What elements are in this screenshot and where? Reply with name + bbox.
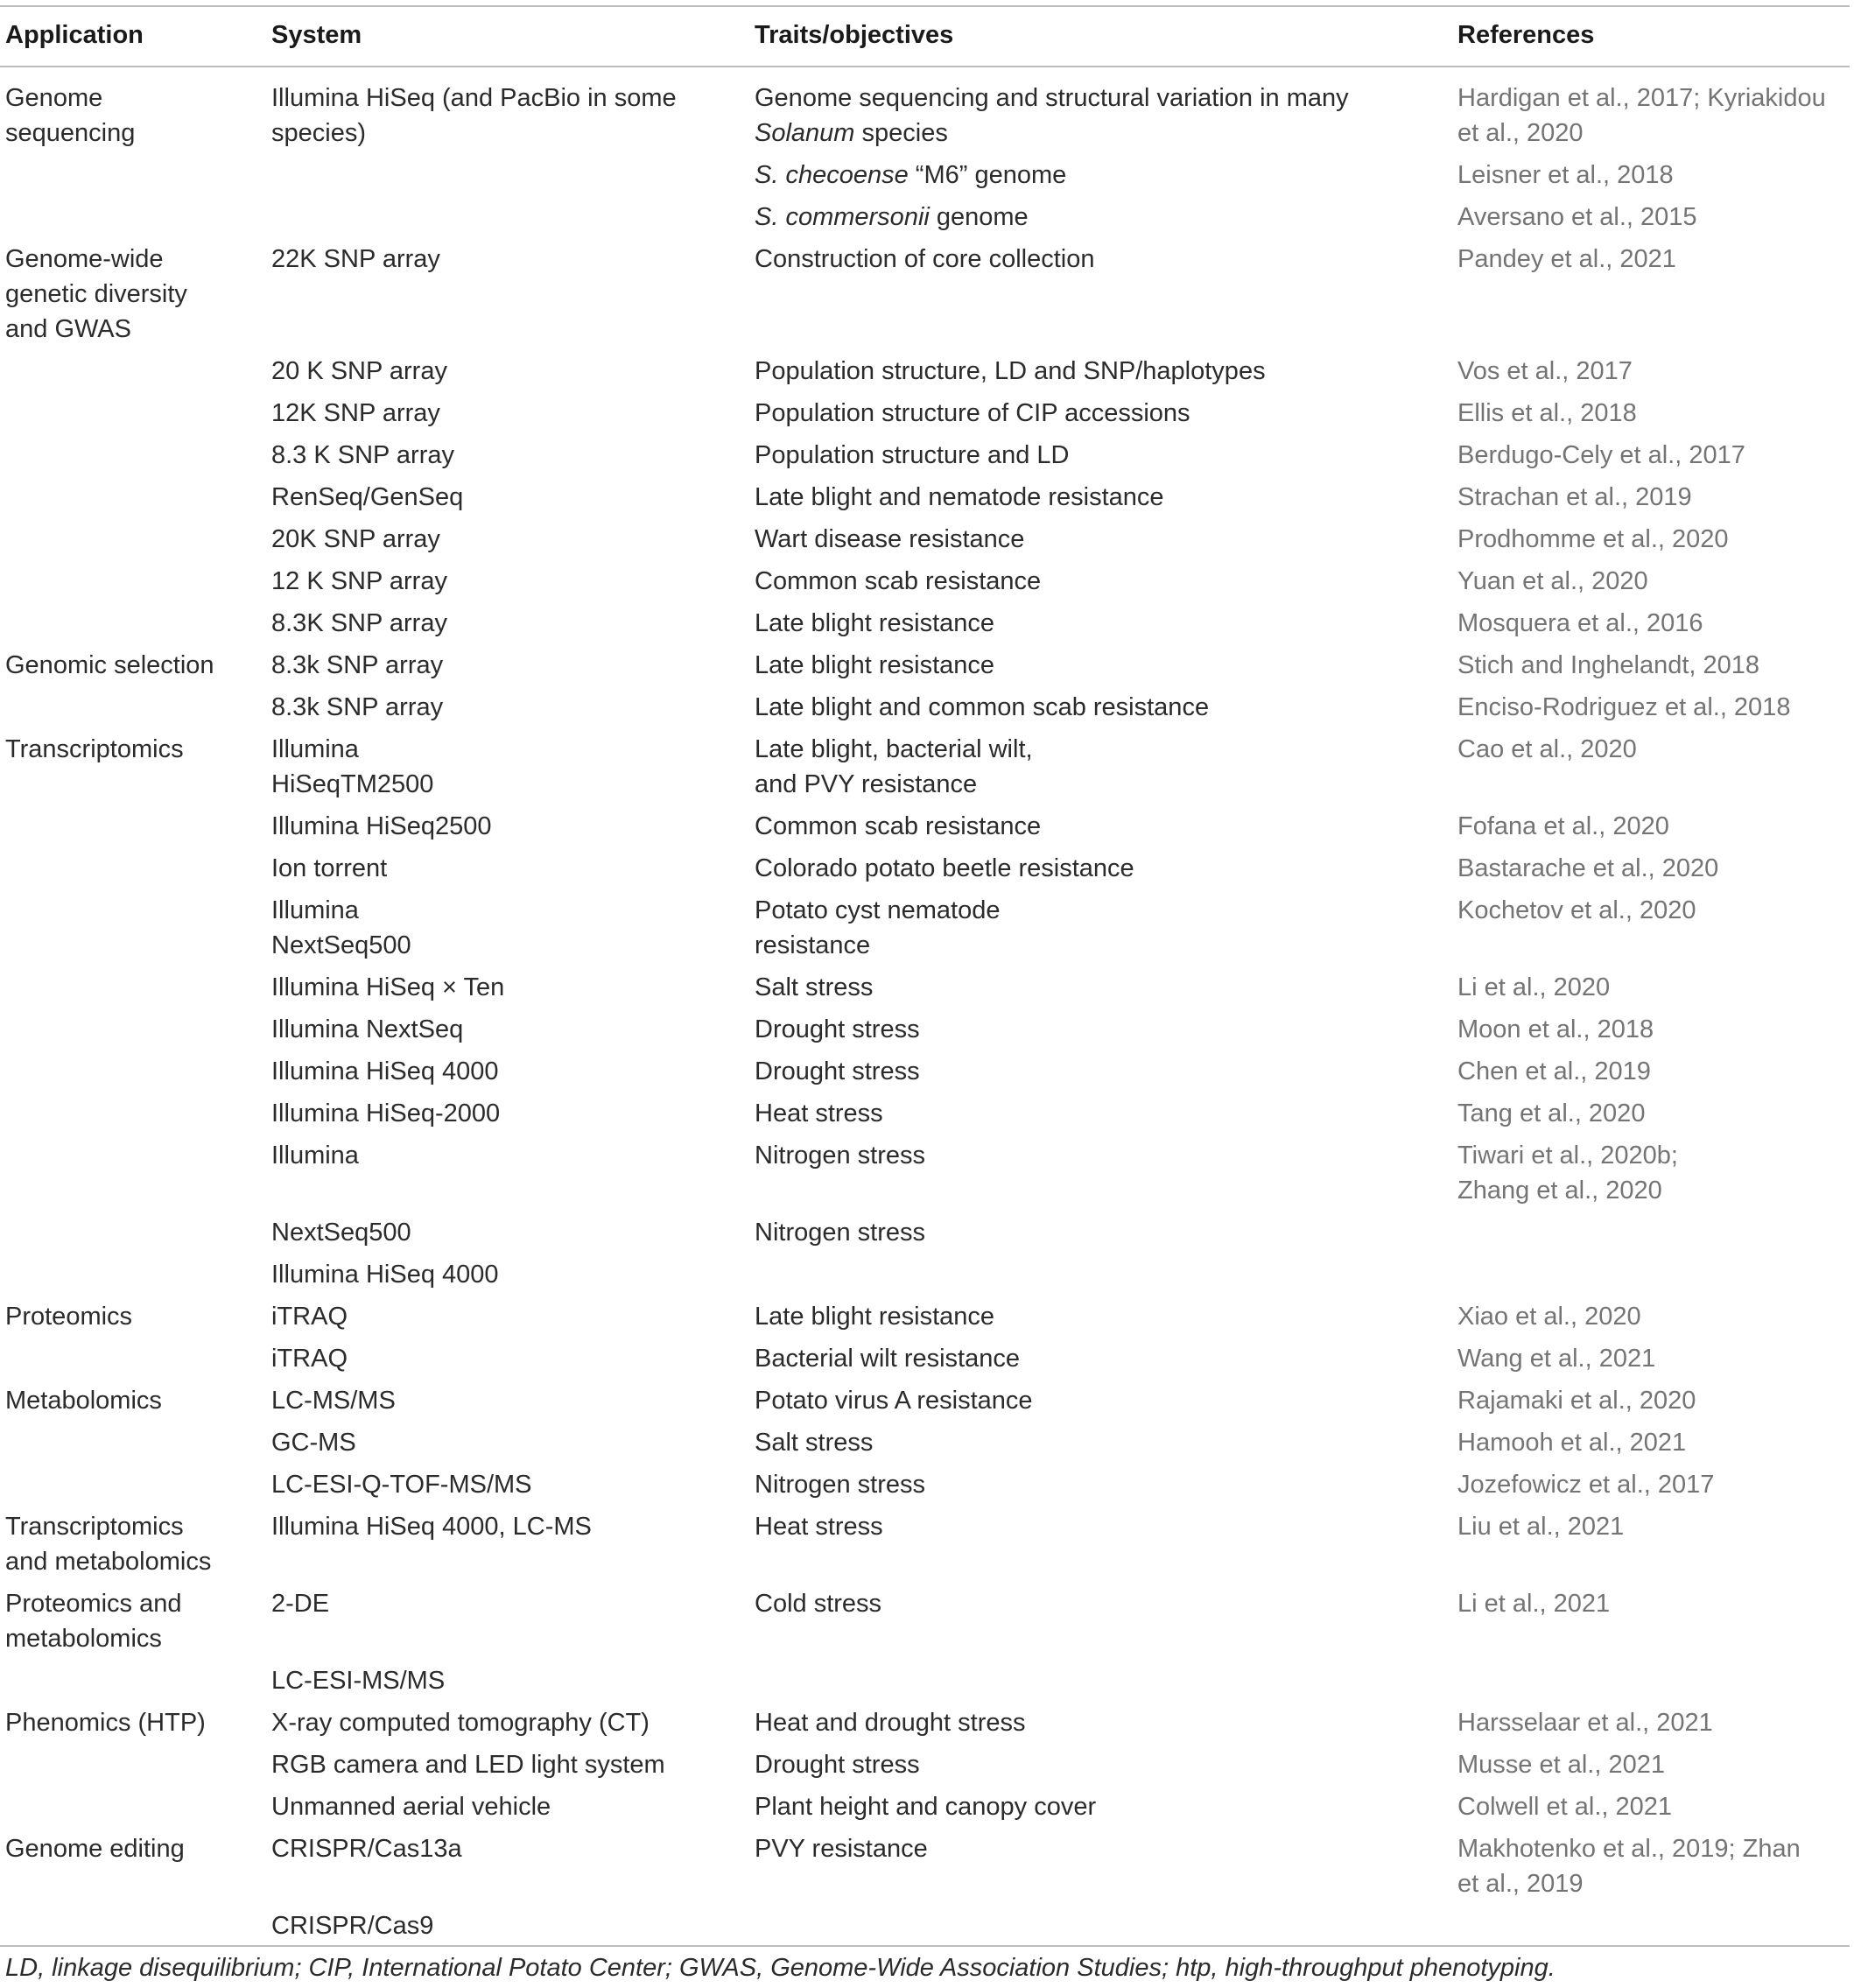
cell-traits-line: Common scab resistance (755, 567, 1042, 595)
cell-traits-line: Bacterial wilt resistance (755, 1345, 1020, 1373)
cell-traits-line: Nitrogen stress (755, 1142, 926, 1170)
cell-system-line: 20K SNP array (271, 525, 440, 553)
cell-traits-line: Heat and drought stress (755, 1709, 1026, 1737)
cell-system-line: LC-ESI-Q-TOF-MS/MS (271, 1471, 532, 1499)
cell-references-line: Mosquera et al., 2016 (1457, 609, 1703, 637)
cell-references-line: Ellis et al., 2018 (1457, 399, 1637, 427)
cell-references-line: Prodhomme et al., 2020 (1457, 525, 1729, 553)
cell-traits-line: Nitrogen stress (755, 1471, 926, 1499)
cell-application-line: and metabolomics (5, 1548, 212, 1576)
header-references: References (1457, 21, 1595, 49)
cell-references-line: Tang et al., 2020 (1457, 1099, 1646, 1127)
cell-traits-line: Late blight resistance (755, 651, 995, 679)
cell-references-line: Wang et al., 2021 (1457, 1345, 1656, 1373)
cell-traits-line: Common scab resistance (755, 812, 1042, 840)
cell-traits-line: Colorado potato beetle resistance (755, 854, 1134, 882)
cell-references-line: Harsselaar et al., 2021 (1457, 1709, 1713, 1737)
cell-system-line: Illumina HiSeq 4000 (271, 1057, 499, 1085)
cell-system-line: 8.3K SNP array (271, 609, 447, 637)
cell-system-line: Illumina HiSeq 4000, LC-MS (271, 1513, 592, 1541)
cell-traits-line: Drought stress (755, 1057, 920, 1085)
cell-application-line: Genome (5, 84, 103, 112)
cell-system-line: 20 K SNP array (271, 357, 447, 385)
cell-system-line: NextSeq500 (271, 1219, 411, 1247)
cell-traits-line: Late blight and common scab resistance (755, 693, 1210, 721)
cell-system-line: iTRAQ (271, 1345, 348, 1373)
cell-traits-line: Population structure and LD (755, 441, 1070, 469)
cell-references-line: Colwell et al., 2021 (1457, 1793, 1673, 1821)
cell-traits-line: Potato virus A resistance (755, 1387, 1033, 1415)
cell-traits-line: Late blight, bacterial wilt, (755, 735, 1033, 763)
table-footnote: LD, linkage disequilibrium; CIP, International Potato Center; GWAS, Genome-Wide Association Studies; htp, high-throughput phenotyping. (5, 1954, 1556, 1982)
cell-references-line: Li et al., 2021 (1457, 1590, 1611, 1618)
cell-system-line: GC-MS (271, 1429, 356, 1457)
cell-references-line: Strachan et al., 2019 (1457, 483, 1692, 511)
cell-traits-line: Potato cyst nematode (755, 896, 1001, 924)
cell-traits-line: PVY resistance (755, 1835, 928, 1863)
cell-traits-line: Population structure of CIP accessions (755, 399, 1190, 427)
cell-traits-line: Late blight resistance (755, 609, 995, 637)
cell-system-line: Illumina (271, 896, 359, 924)
cell-system-line: CRISPR/Cas13a (271, 1835, 462, 1863)
cell-system-line: Unmanned aerial vehicle (271, 1793, 551, 1821)
cell-traits-line: Wart disease resistance (755, 525, 1025, 553)
italic-species-name: S. checoense (755, 161, 909, 189)
cell-system-line: species) (271, 119, 366, 147)
cell-references-line: Musse et al., 2021 (1457, 1751, 1665, 1779)
cell-system-line: Illumina HiSeq-2000 (271, 1099, 501, 1127)
cell-traits-line: Heat stress (755, 1513, 883, 1541)
cell-system-line: 22K SNP array (271, 245, 440, 273)
cell-references-line: Rajamaki et al., 2020 (1457, 1387, 1696, 1415)
cell-references-line: Kochetov et al., 2020 (1457, 896, 1696, 924)
cell-system-line: Illumina (271, 735, 359, 763)
cell-application-line: Transcriptomics (5, 1513, 184, 1541)
cell-system-line: X-ray computed tomography (CT) (271, 1709, 650, 1737)
cell-application-line: and GWAS (5, 315, 131, 343)
cell-traits-line: Plant height and canopy cover (755, 1793, 1097, 1821)
cell-traits-line: Salt stress (755, 1429, 874, 1457)
cell-references-line: Berdugo-Cely et al., 2017 (1457, 441, 1745, 469)
cell-application-line: Proteomics (5, 1303, 133, 1331)
cell-references-line: Fofana et al., 2020 (1457, 812, 1669, 840)
cell-system-line: Illumina NextSeq (271, 1015, 464, 1043)
cell-references-line: Liu et al., 2021 (1457, 1513, 1625, 1541)
cell-system-line: Illumina (271, 1142, 359, 1170)
cell-system-line: 2-DE (271, 1590, 330, 1618)
cell-text-part: species (854, 119, 948, 147)
italic-species-name: S. commersonii (755, 203, 930, 231)
cell-references-line: Makhotenko et al., 2019; Zhan (1457, 1835, 1801, 1863)
cell-references-line: Leisner et al., 2018 (1457, 161, 1674, 189)
cell-references-line: Hamooh et al., 2021 (1457, 1429, 1687, 1457)
header-application: Application (5, 21, 144, 49)
cell-references-line: Chen et al., 2019 (1457, 1057, 1651, 1085)
cell-application-line: sequencing (5, 119, 136, 147)
cell-system-line: Illumina HiSeq (and PacBio in some (271, 84, 677, 112)
cell-system-line: 8.3k SNP array (271, 651, 444, 679)
cell-references-line: Hardigan et al., 2017; Kyriakidou (1457, 84, 1826, 112)
cell-traits-line (755, 116, 948, 151)
cell-system-line: RenSeq/GenSeq (271, 483, 464, 511)
cell-system-line: 8.3k SNP array (271, 693, 444, 721)
cell-traits-line (755, 200, 1029, 235)
cell-references-line: Cao et al., 2020 (1457, 735, 1637, 763)
cell-references-line: Pandey et al., 2021 (1457, 245, 1676, 273)
cell-system-line: RGB camera and LED light system (271, 1751, 665, 1779)
cell-system-line: Illumina HiSeq × Ten (271, 973, 505, 1001)
italic-species-name: Solanum (755, 119, 855, 147)
cell-references-line: Enciso-Rodriguez et al., 2018 (1457, 693, 1791, 721)
header-rule (0, 66, 1850, 67)
cell-application-line: Phenomics (HTP) (5, 1709, 206, 1737)
cell-application-line: Genomic selection (5, 651, 214, 679)
cell-application-line: genetic diversity (5, 280, 187, 308)
cell-application-line: metabolomics (5, 1625, 162, 1653)
cell-traits-line: Drought stress (755, 1751, 920, 1779)
header-system: System (271, 21, 362, 49)
cell-system-line: NextSeq500 (271, 931, 411, 959)
cell-references-line: Xiao et al., 2020 (1457, 1303, 1641, 1331)
cell-system-line: HiSeqTM2500 (271, 770, 434, 798)
cell-references-line: Stich and Inghelandt, 2018 (1457, 651, 1760, 679)
cell-application-line: Genome-wide (5, 245, 164, 273)
cell-references-line: Zhang et al., 2020 (1457, 1177, 1662, 1205)
cell-traits-line: Heat stress (755, 1099, 883, 1127)
cell-traits-line: and PVY resistance (755, 770, 978, 798)
cell-application-line: Genome editing (5, 1835, 185, 1863)
cell-system-line: 12 K SNP array (271, 567, 447, 595)
cell-traits-line: Cold stress (755, 1590, 882, 1618)
cell-system-line: LC-MS/MS (271, 1387, 396, 1415)
cell-system-line: Ion torrent (271, 854, 388, 882)
cell-application-line: Metabolomics (5, 1387, 162, 1415)
cell-system-line: 12K SNP array (271, 399, 440, 427)
cell-traits-line: Late blight resistance (755, 1303, 995, 1331)
cell-references-line: et al., 2019 (1457, 1870, 1584, 1898)
cell-application-line: Transcriptomics (5, 735, 184, 763)
cell-traits-line: Nitrogen stress (755, 1219, 926, 1247)
cell-references-line: Jozefowicz et al., 2017 (1457, 1471, 1715, 1499)
cell-references-line: Yuan et al., 2020 (1457, 567, 1648, 595)
cell-traits-line: Late blight and nematode resistance (755, 483, 1164, 511)
header-traits: Traits/objectives (755, 21, 954, 49)
cell-traits-line: Salt stress (755, 973, 874, 1001)
table-top-rule (0, 5, 1850, 7)
cell-references-line: Tiwari et al., 2020b; (1457, 1142, 1678, 1170)
cell-text-part: genome (929, 203, 1029, 231)
cell-references-line: et al., 2020 (1457, 119, 1584, 147)
cell-traits-line: Population structure, LD and SNP/haplotypes (755, 357, 1266, 385)
cell-system-line: 8.3 K SNP array (271, 441, 455, 469)
cell-system-line: LC-ESI-MS/MS (271, 1667, 446, 1695)
cell-system-line: iTRAQ (271, 1303, 348, 1331)
cell-references-line: Moon et al., 2018 (1457, 1015, 1654, 1043)
table-bottom-rule (0, 1945, 1850, 1947)
cell-traits-line: Construction of core collection (755, 245, 1095, 273)
cell-system-line: Illumina HiSeq2500 (271, 812, 492, 840)
cell-references-line: Aversano et al., 2015 (1457, 203, 1697, 231)
cell-text-part: “M6” genome (908, 161, 1067, 189)
cell-system-line: Illumina HiSeq 4000 (271, 1261, 499, 1289)
cell-references-line: Li et al., 2020 (1457, 973, 1611, 1001)
cell-application-line: Proteomics and (5, 1590, 182, 1618)
cell-traits-line: Drought stress (755, 1015, 920, 1043)
cell-traits-line: Genome sequencing and structural variation in many (755, 84, 1349, 112)
cell-traits-line (755, 158, 1066, 193)
cell-references-line: Bastarache et al., 2020 (1457, 854, 1719, 882)
cell-traits-line: resistance (755, 931, 871, 959)
cell-references-line: Vos et al., 2017 (1457, 357, 1633, 385)
cell-system-line: CRISPR/Cas9 (271, 1912, 434, 1940)
